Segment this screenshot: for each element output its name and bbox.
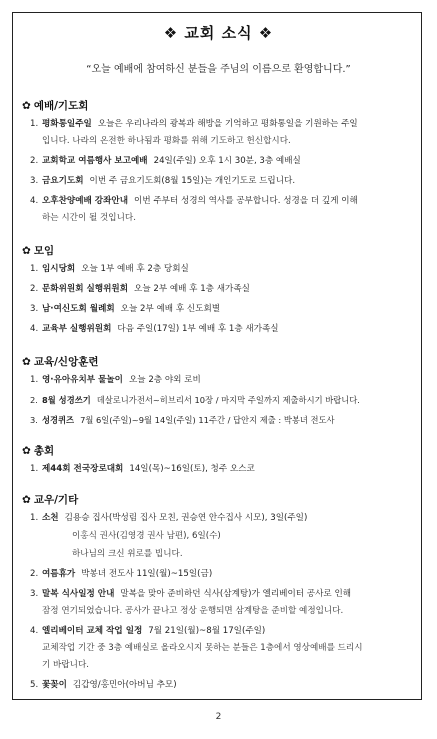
item-text: 7월 21일(월)~8월 17일(주일) [148,626,266,636]
item-continuation: 교체작업 기간 중 3층 예배실로 올라오시지 못하는 분들은 1층에서 영상예배를 드리시 [42,643,363,653]
list-item [30,301,410,318]
item-name: 제44회 전국장로대회 [42,464,124,474]
item-number: 3. [30,589,39,599]
item-number: 1. [30,264,39,274]
item-number: 1. [30,119,39,129]
item-name: 성경퀴즈 [42,415,75,425]
section-members-heading [22,492,78,507]
item-number: 4. [30,324,39,334]
list-item [30,510,410,527]
item-text: 김용승 집사(박성림 집사 모친, 권승연 안수집사 시모), 3일(주일) [64,513,308,523]
page-title: ❖ 교회 소식 ❖ [163,24,274,42]
list-item [30,261,410,278]
item-name: 교육부 실행위원회 [42,324,112,334]
list-item [30,677,410,694]
item-text: 14일(목)~16일(토), 청주 오스코 [129,464,255,474]
item-continuation: 기 바랍니다. [42,660,89,670]
section-assembly-heading [22,443,54,458]
list-item [30,412,410,429]
item-number: 1. [30,375,39,385]
item-number: 4. [30,196,39,206]
item-text: 다음 주일(17일) 1부 예배 후 1층 새가족실 [117,324,279,334]
item-text: 오늘 2부 예배 후 1층 새가족실 [134,284,250,294]
item-text: 데살로니가전서~히브리서 10장 / 마지막 주일까지 제출하시기 바랍니다. [96,395,360,405]
item-name: 영·유아유치부 물놀이 [42,375,123,385]
section-education-heading [22,354,99,369]
section-meetings-heading [22,243,54,258]
item-number: 3. [30,415,38,425]
flower-icon: ✿ [22,445,31,457]
flower-icon: ✿ [22,245,31,257]
item-name: 여름휴가 [42,569,76,579]
list-item [30,193,410,210]
item-text: 김갑영/홍민아(아버님 추모) [72,680,177,690]
item-name: 임시당회 [42,264,76,274]
item-name: 소천 [42,513,59,523]
item-number: 3. [30,304,39,314]
list-item [30,281,410,298]
item-text: 이번 주 금요기도회(8월 15일)는 개인기도로 드립니다. [89,176,296,186]
item-name: 남·여신도회 월례회 [42,304,115,314]
item-number: 1. [30,513,39,523]
item-name: 8월 성경쓰기 [42,395,91,405]
flower-icon: ✿ [22,356,31,368]
item-continuation: 하는 시간이 될 것입니다. [42,213,136,223]
list-item [30,173,410,190]
item-name: 금요기도회 [42,176,84,186]
section-title: 예배/기도회 [33,100,89,112]
list-item [30,461,410,478]
section-title: 모임 [33,245,55,257]
section-title: 총회 [33,445,55,457]
section-title: 교육/신앙훈련 [33,356,99,368]
item-name: 교회학교 여름행사 보고예배 [42,156,148,166]
item-sub-line: 이홍식 권사(김영경 권사 남편), 6일(수) [72,531,221,541]
section-worship-heading [22,98,88,113]
item-text: 오늘 1부 예배 후 2층 당회실 [81,264,189,274]
item-number: 2. [30,284,39,294]
item-text: 이번 주부터 성경의 역사를 공부합니다. 성경을 더 깊게 이해 [134,196,358,206]
item-continuation: 잠정 연기되었습니다. 공사가 끝나고 정상 운행되면 삼계탕을 준비할 예정입니다. [42,606,344,616]
list-item [30,321,410,338]
item-text: 7월 6일(주일)~9월 14일(주일) 11주간 / 답안지 제출 : 박봉녀 전도사 [80,415,335,425]
list-item [30,586,410,603]
item-name: 오후찬양예배 강좌안내 [42,196,129,206]
flower-icon: ✿ [22,494,31,506]
item-number: 1. [30,464,39,474]
item-number: 3. [30,176,39,186]
section-title: 교우/기타 [33,494,79,506]
item-text: 24일(주일) 오후 1시 30분, 3층 예배실 [153,156,301,166]
item-text: 오늘은 우리나라의 광복과 해방을 기억하고 평화통일을 기원하는 주일 [97,119,358,129]
item-name: 엘리베이터 교체 작업 일정 [42,626,143,636]
item-number: 2. [30,569,39,579]
item-sub-line: 하나님의 크신 위로를 빕니다. [72,549,183,559]
item-text: 박봉녀 전도사 11일(월)~15일(금) [81,569,213,579]
item-text: 오늘 2층 야외 로비 [128,375,201,385]
item-name: 평화통일주일 [42,119,92,129]
item-number: 2. [30,156,39,166]
item-name: 꽃꽂이 [42,680,67,690]
list-item [30,153,410,170]
item-name: 말복 식사일정 안내 [42,589,115,599]
item-number: 4. [30,626,39,636]
item-number: 2. [30,395,38,405]
page-number: 2 [215,712,222,722]
item-text: 말복을 맞아 준비하던 식사(삼계탕)가 엘리베이터 공사로 인해 [120,589,352,599]
item-number: 5. [30,680,39,690]
list-item [30,372,410,389]
item-name: 문화위원회 실행위원회 [42,284,129,294]
list-item [30,623,410,640]
item-text: 오늘 2부 예배 후 신도회별 [120,304,221,314]
list-item [30,116,410,133]
flower-icon: ✿ [22,100,31,112]
item-continuation: 입니다. 나라의 온전한 하나됨과 평화를 위해 기도하고 헌신합시다. [42,136,291,146]
list-item [30,392,410,409]
welcome-message: “오늘 예배에 참여하신 분들을 주님의 이름으로 환영합니다.” [86,64,351,75]
list-item [30,566,410,583]
